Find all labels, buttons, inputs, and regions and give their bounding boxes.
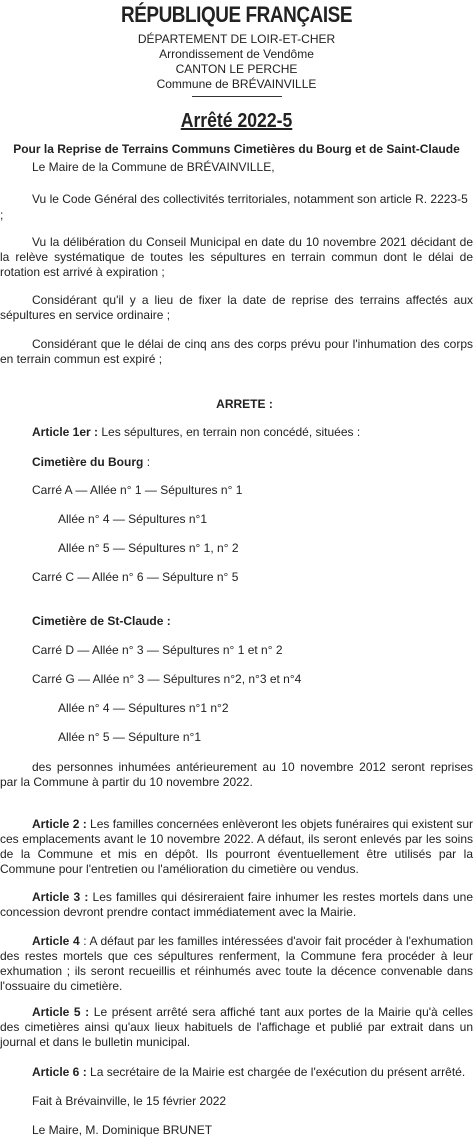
claude-line: Carré G — Allée n° 3 — Sépultures n°2, n°3 et n°4 xyxy=(32,672,302,686)
arrete-title: Arrêté 2022-5 xyxy=(180,110,293,132)
claude-line: Allée n° 5 — Sépulture n°1 xyxy=(58,730,202,744)
preamble-vu-code-end: ; xyxy=(0,208,4,222)
article-3-label: Article 3 : xyxy=(32,890,89,904)
signature-signatory: Le Maire, M. Dominique BRUNET xyxy=(32,1123,213,1137)
article-4 xyxy=(0,934,473,994)
signature-place-date: Fait à Brévainville, le 15 février 2022 xyxy=(32,1094,227,1108)
cemetery-bourg-suffix: : xyxy=(143,455,151,469)
claude-line: Carré D — Allée n° 3 — Sépultures n° 1 et n° 2 xyxy=(32,643,283,657)
arrete-subject: Pour la Reprise de Terrains Communs Cimetières du Bourg et de Saint-Claude xyxy=(13,142,460,156)
republic-heading: RÉPUBLIQUE FRANÇAISE xyxy=(120,2,353,27)
article-4-label: Article 4 xyxy=(32,934,80,948)
article-6 xyxy=(32,1065,472,1080)
claude-line: Allée n° 4 — Sépultures n°1 n°2 xyxy=(58,701,229,715)
preamble-vu-deliberation: Vu la délibération du Conseil Municipal en date du 10 novembre 2021 décidant de la relève systématique de toutes les sépultures en terrain commun dont le délai de rotation est arrivé à expiration ; xyxy=(0,235,473,279)
article-5 xyxy=(0,1005,473,1050)
bourg-line: Carré C — Allée n° 6 — Sépulture n° 5 xyxy=(32,570,239,584)
article-3-text: Les familles qui désireraient faire inhumer les restes mortels dans une concession devront prendre contact immédiatement avec la Mairie. xyxy=(0,890,473,919)
article-3 xyxy=(0,890,473,920)
preamble-maire: Le Maire de la Commune de BRÉVAINVILLE, xyxy=(32,160,275,174)
article-5-text: Le présent arrêté sera affiché tant aux portes de la Mairie qu'à celles des cimetières ainsi qu'aux lieux habituels de l'affichage et publié par extrait dans un journal et dans le bulletin municipal. xyxy=(0,1005,473,1049)
department-line: DÉPARTEMENT DE LOIR-ET-CHER xyxy=(137,32,336,46)
header-divider xyxy=(192,96,282,97)
article-2-text: Les familles concernées enlèveront les objets funéraires qui existent sur ces emplacements avant le 10 novembre 2022. A défaut, ils seront enlevés par les soins de la Commune et mis en dépôt. Ils pourront éventuellement être utilisés par la Commune pour l'entretien ou l'amélioration du cimetière ou vendus. xyxy=(0,817,473,876)
bourg-line: Allée n° 4 — Sépultures n°1 xyxy=(58,512,208,526)
article-1-text: Les sépultures, en terrain non concédé, situées : xyxy=(98,425,361,439)
arrete-heading: ARRETE : xyxy=(216,397,273,411)
preamble-vu-code: Vu le Code Général des collectivités territoriales, notamment son article R. 2223-5 xyxy=(32,192,468,206)
bourg-line: Allée n° 5 — Sépultures n° 1, n° 2 xyxy=(58,541,239,555)
canton-line: CANTON LE PERCHE xyxy=(175,62,298,76)
preamble-considerant-1: Considérant qu'il y a lieu de fixer la date de reprise des terrains affectés aux sépultures en service ordinaire ; xyxy=(0,293,473,322)
article-1-conclusion: des personnes inhumées antérieurement au 10 novembre 2012 seront reprises par la Commune à partir du 10 novembre 2022. xyxy=(0,760,473,789)
arrondissement-line: Arrondissement de Vendôme xyxy=(159,47,314,61)
article-5-label: Article 5 : xyxy=(32,1005,90,1019)
article-6-text: La secrétaire de la Mairie est chargée de l'exécution du présent arrêté. xyxy=(86,1065,466,1079)
article-1-intro xyxy=(32,425,472,440)
preamble-considerant-2: Considérant que le délai de cinq ans des corps prévu pour l'inhumation des corps en terrain commun est expiré ; xyxy=(0,337,473,366)
cemetery-claude-heading: Cimetière de St-Claude : xyxy=(32,614,171,628)
bourg-line: Carré A — Allée n° 1 — Sépultures n° 1 xyxy=(32,483,243,497)
article-2-label: Article 2 : xyxy=(32,817,87,831)
cemetery-bourg-heading xyxy=(32,455,472,470)
article-4-text: : A défaut par les familles intéressées d'avoir fait procéder à l'exhumation des restes mortels que ces sépultures renferment, la Commune fera procéder à leur exhumation ; ils seront recueillis et réinhumés avec toute la décence convenable dans l'ossuaire du cimetière. xyxy=(0,934,473,993)
article-6-label: Article 6 : xyxy=(32,1065,87,1079)
cemetery-bourg-label: Cimetière du Bourg xyxy=(32,455,144,469)
commune-line: Commune de BRÉVAINVILLE xyxy=(156,77,317,91)
article-1-label: Article 1er : xyxy=(32,425,99,439)
article-2 xyxy=(0,817,473,877)
